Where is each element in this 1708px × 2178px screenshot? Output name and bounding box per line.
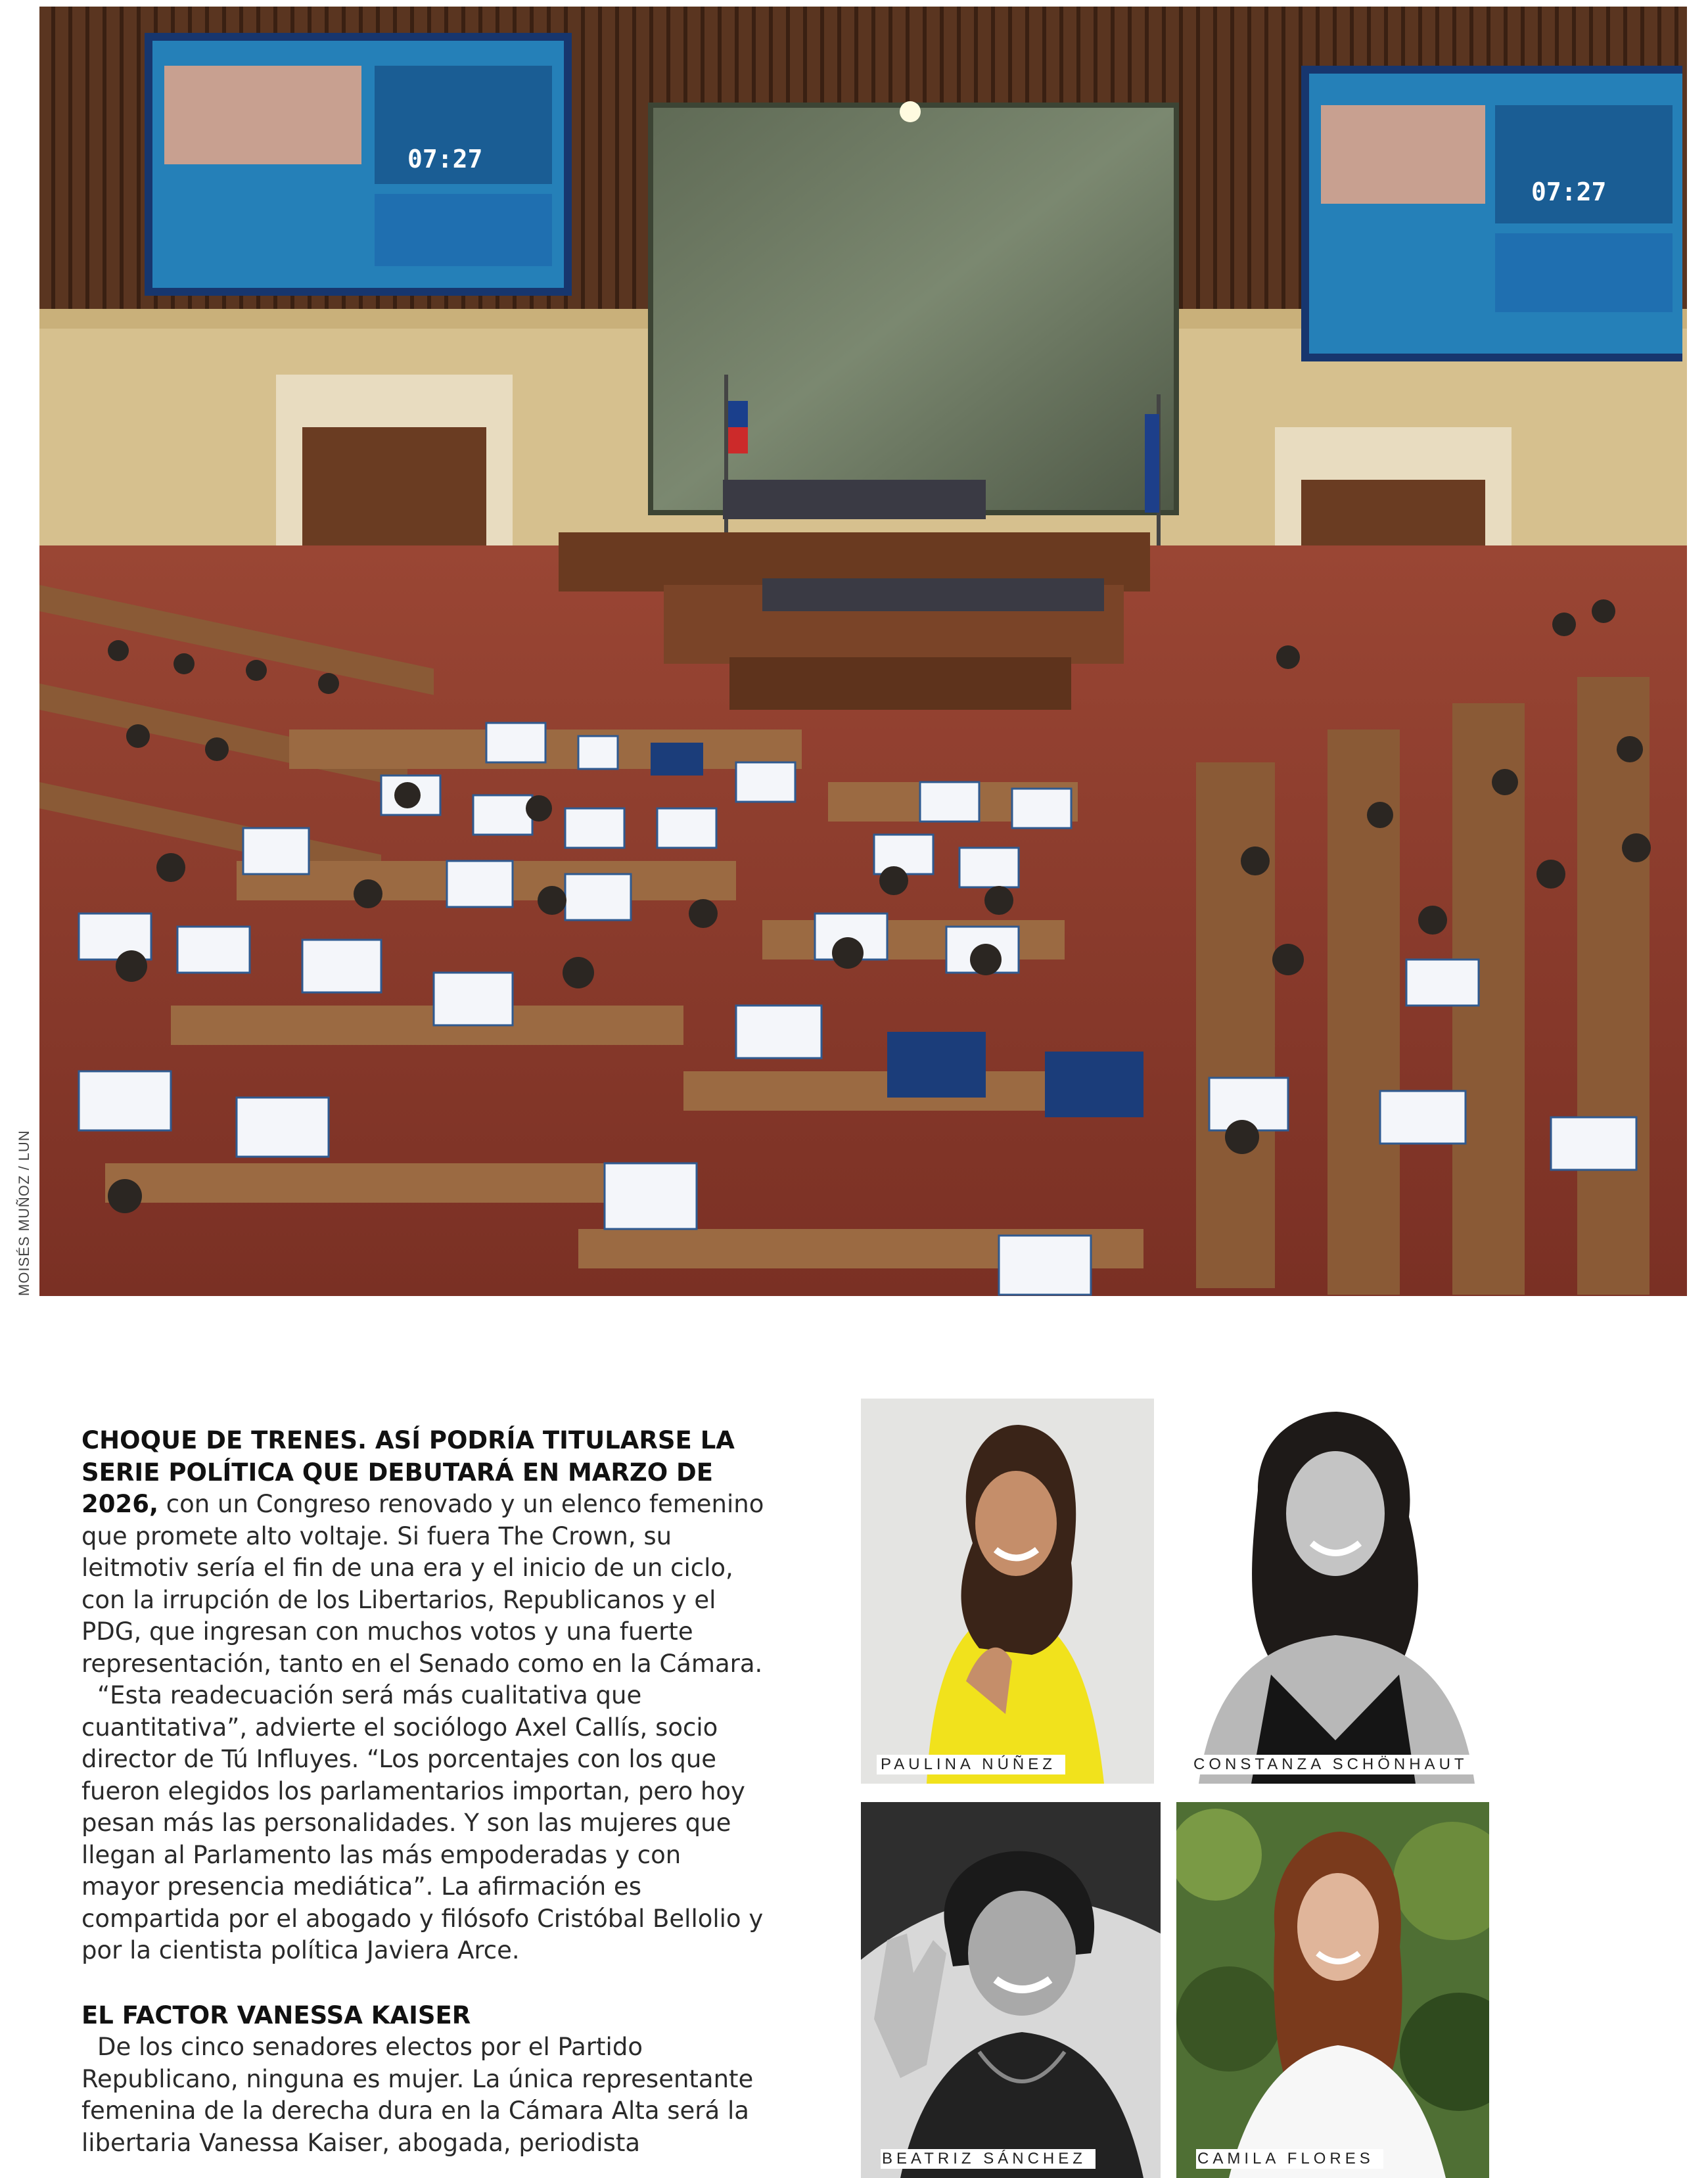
- portrait-caption: CONSTANZA SCHÖNHAUT: [1192, 1755, 1477, 1774]
- portrait-photo: [861, 1399, 1154, 1784]
- article-lead-paragraph: [81, 1425, 765, 1680]
- article-paragraph-2: “Esta readecuación será más cualitativa que cuantitativa”, advierte el sociólogo Axel Callís, socio director de Tú Influyes. “Los porcentajes con los que fueron elegidos los parlamentarios importan, pero hoy pesan más las personalidades. Y son las mujeres que llegan al Parlamento las más empoderadas y con mayor presencia mediática”. La afirmación es compartida por el abogado y filósofo Cristóbal Bellolio y por la cientista política Javiera Arce.: [81, 1681, 764, 1964]
- portrait-paulina-nunez: [861, 1399, 1154, 1784]
- hero-photo: [39, 7, 1687, 1296]
- article-lead-text: con un Congreso renovado y un elenco femenino que promete alto voltaje. Si fuera The Crown, su leitmotiv sería el fin de una era y el inicio de un ciclo, con la irrupción de los Libertarios, Republicanos y el PDG, que ingresan con muchos votos y una fuerte representación, tanto en el Senado como en la Cámara.: [81, 1490, 764, 1678]
- portrait-constanza-schonhaut: [1172, 1399, 1490, 1784]
- portrait-camila-flores: [1176, 1802, 1489, 2178]
- article-lead-caps: CHOQUE DE TRENES. ASÍ PODRÍA TITULARSE LA SERIE POLÍTICA QUE DEBUTARÁ EN MARZO DE 2026,: [81, 1426, 735, 1518]
- portrait-caption: PAULINA NÚÑEZ: [877, 1755, 1065, 1774]
- portrait-photo: [861, 1802, 1161, 2178]
- chamber-illustration: [39, 7, 1687, 1296]
- article-subhead: EL FACTOR VANESSA KAISER: [81, 2001, 471, 2029]
- article-body: [81, 1425, 765, 2159]
- portrait-beatriz-sanchez: [861, 1802, 1161, 2178]
- left-screen-clock: 07:27: [407, 145, 483, 174]
- portrait-photo: [1176, 1802, 1489, 2178]
- right-screen-clock: 07:27: [1531, 177, 1607, 206]
- portrait-caption: BEATRIZ SÁNCHEZ: [881, 2149, 1096, 2169]
- portrait-caption: CAMILA FLORES: [1196, 2149, 1383, 2169]
- portrait-photo: [1172, 1399, 1490, 1784]
- photo-credit: MOISÉS MUÑOZ / LUN: [16, 1130, 32, 1296]
- article-paragraph-3: De los cinco senadores electos por el Partido Republicano, ninguna es mujer. La única representante femenina de la derecha dura en la Cámara Alta será la libertaria Vanessa Kaiser, abogada, periodista: [81, 2033, 754, 2157]
